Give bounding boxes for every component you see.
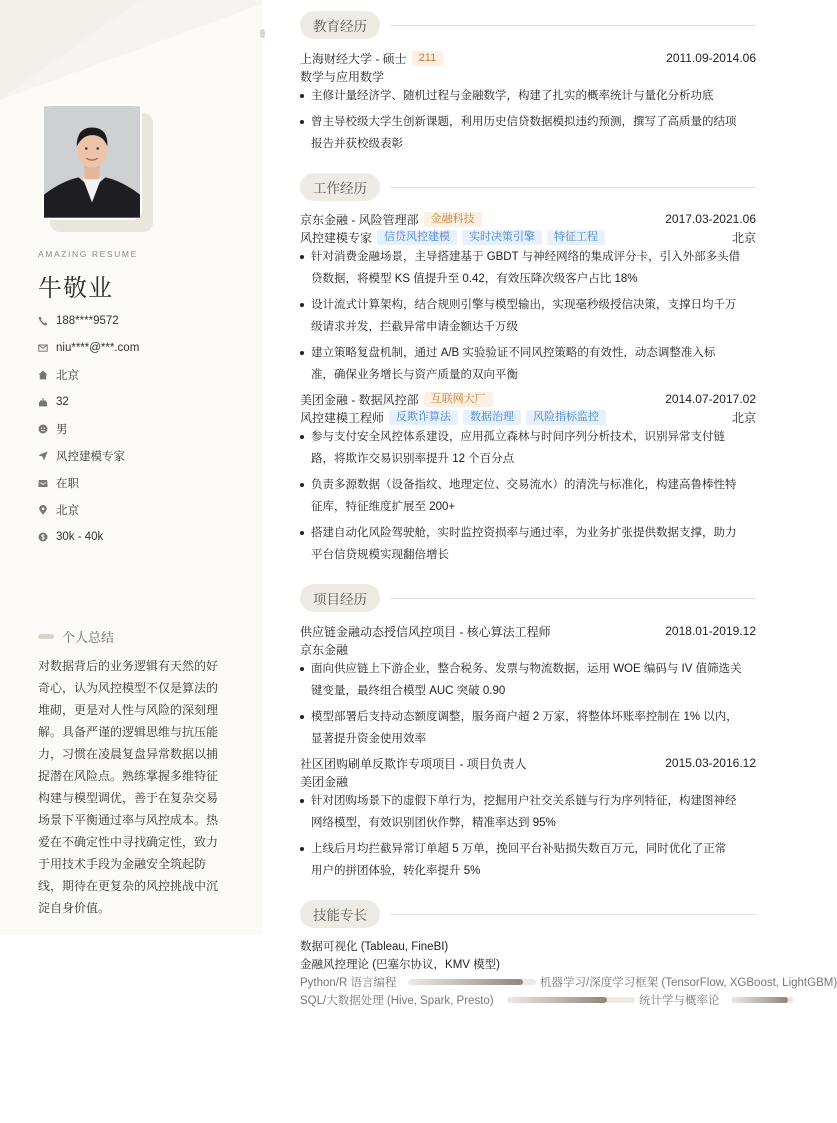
job-company-tag: 互联网大厂 (424, 392, 493, 407)
inbox-icon (38, 478, 48, 488)
salary-icon (38, 532, 48, 542)
bullet-line: 准，确保业务增长与资产质量的双向平衡 (311, 369, 518, 381)
project-org-row (300, 773, 756, 789)
education-school: 上海财经大学 - 硕士 (300, 51, 407, 66)
job-date: 2017.03-2021.06 (665, 212, 756, 226)
job-bullet (300, 246, 756, 290)
contact-phone-text: 188****9572 (56, 315, 119, 327)
job-role-tag: 实时决策引擎 (462, 230, 542, 245)
summary-heading-bar (38, 634, 54, 639)
bullet-line: 路，将欺诈交易识别率提升 12 个百分点 (311, 453, 515, 465)
skill-level-fill (408, 979, 523, 985)
contact-age-text: 32 (56, 396, 69, 408)
project-bullet (300, 838, 756, 882)
bullet-line: 平台信贷规模实现翻倍增长 (311, 549, 449, 561)
summary-line: 淀自身价值。 (38, 901, 111, 915)
job-role: 风控建模专家 (300, 230, 373, 245)
contact-target-role-text: 风控建模专家 (56, 451, 125, 463)
section-divider (390, 187, 756, 188)
bullet-line: 键变量，最终组合模型 AUC 突破 0.90 (311, 685, 506, 697)
job-role-tag: 反欺诈算法 (389, 410, 458, 425)
contact-status (38, 475, 79, 491)
summary-line: 奇心，认为风控模型不仅是算法的 (38, 681, 219, 695)
skill-level-fill (731, 997, 788, 1003)
skill-name: SQL/大数据处理 (Hive, Spark, Presto) (300, 995, 494, 1007)
project-bullet (300, 658, 756, 702)
sidebar-edge-marker (260, 29, 265, 38)
bullet-line: 显著提升资金使用效率 (311, 733, 426, 745)
bullet-line: 参与支付安全风控体系建设，应用孤立森林与时间序列分析技术，识别异常支付链 (311, 431, 725, 443)
phone-icon (38, 316, 48, 326)
contact-home (38, 367, 79, 383)
bullet-line: 针对消费金融场景，主导搭建基于 GBDT 与神经网络的集成评分卡，引入外部多头借 (311, 251, 741, 263)
job-header (300, 391, 756, 407)
summary-line: 场景下平衡通过率与风控成本。热 (38, 813, 219, 827)
job-role: 风控建模工程师 (300, 410, 385, 425)
project-date: 2015.03-2016.12 (665, 756, 756, 770)
job-role-tag: 特征工程 (547, 230, 605, 245)
summary-line: 爱在不确定性中寻找确定性，致力 (38, 835, 219, 849)
bullet-line: 主修计量经济学、随机过程与金融数学，构建了扎实的概率统计与量化分析功底 (311, 90, 714, 102)
skill-level-fill (507, 997, 607, 1003)
contact-target-role (38, 448, 125, 464)
corner-decoration (0, 0, 262, 110)
bullet-line: 网络模型，有效识别团伙作弊，精准率达到 95% (311, 817, 556, 829)
section-education (300, 11, 756, 39)
section-projects-title: 项目经历 (300, 584, 380, 612)
skill-name: 机器学习/深度学习框架 (TensorFlow, XGBoost, LightGBM) (540, 977, 837, 989)
project-name: 供应链金融动态授信风控项目 - 核心算法工程师 (300, 624, 551, 639)
education-major-row (300, 68, 756, 84)
skill-level-bar (507, 997, 635, 1003)
section-skills (300, 900, 756, 928)
bullet-line: 搭建自动化风险驾驶舱，实时监控资损率与通过率，为业务扩张提供数据支撑，助力 (311, 527, 737, 539)
cake-icon (38, 397, 48, 407)
summary-line: 线，期待在更复杂的风控挑战中沉 (38, 879, 219, 893)
bullet-line: 征库，特征维度扩展至 200+ (311, 501, 456, 513)
job-bullet (300, 294, 756, 338)
skill-plain: 金融风控理论 (巴塞尔协议，KMV 模型) (300, 959, 500, 971)
contact-location (38, 502, 79, 518)
bullet-line: 面向供应链上下游企业，整合税务、发票与物流数据，运用 WOE 编码与 IV 值筛选关 (311, 663, 742, 675)
project-header (300, 623, 756, 639)
bullet-line: 上线后月均拦截异常订单超 5 万单，挽回平台补贴损失数百万元，同时优化了正常 (311, 843, 727, 855)
bullet-line: 建立策略复盘机制，通过 A/B 实验验证不同风控策略的有效性，动态调整准入标 (311, 347, 716, 359)
skill-plain: 数据可视化 (Tableau, FineBI) (300, 941, 449, 953)
job-city: 北京 (731, 230, 756, 245)
project-org-row (300, 641, 756, 657)
section-skills-title: 技能专长 (300, 900, 380, 928)
job-city: 北京 (731, 410, 756, 425)
job-bullet (300, 426, 756, 470)
section-divider (390, 598, 756, 599)
sidebar (0, 0, 262, 935)
contact-status-text: 在职 (56, 478, 79, 490)
education-bullet (300, 85, 756, 107)
skill-name: 统计学与概率论 (639, 995, 720, 1007)
summary-line: 构建与模型调优，善于在复杂交易 (38, 791, 219, 805)
job-company: 京东金融 - 风险管理部 (300, 212, 419, 227)
job-role-row (300, 409, 756, 425)
project-bullet (300, 706, 756, 750)
job-role-tag: 数据治理 (463, 410, 521, 425)
job-company-tag: 金融科技 (424, 212, 482, 227)
contact-email (38, 340, 139, 356)
section-divider (390, 25, 756, 26)
section-divider (390, 914, 756, 915)
bullet-line: 曾主导校级大学生创新课题，利用历史信贷数据模拟违约预测，撰写了高质量的结项 (311, 116, 737, 128)
education-header (300, 50, 756, 66)
job-role-row (300, 229, 756, 245)
bullet-line: 贷数据，将模型 KS 值提升至 0.42，有效压降次级客户占比 18% (311, 273, 638, 285)
brand-label: AMAZING RESUME (38, 249, 138, 259)
contact-gender-text: 男 (56, 424, 68, 436)
bullet-line: 级请求并发，拦截异常申请金额达千万级 (311, 321, 518, 333)
skill-level-bar (731, 997, 794, 1003)
summary-line: 力，习惯在凌晨复盘异常数据以捕 (38, 747, 219, 761)
project-date: 2018.01-2019.12 (665, 624, 756, 638)
contact-email-text: niu****@***.com (56, 342, 140, 354)
contact-salary (38, 529, 103, 545)
gender-icon (38, 424, 48, 434)
education-date: 2011.09-2014.06 (666, 51, 756, 65)
summary-heading (38, 627, 114, 646)
summary-line: 于用技术手段为金融安全筑起防 (38, 857, 207, 871)
project-header (300, 755, 756, 771)
candidate-name: 牛敬业 (38, 275, 113, 302)
contact-age (38, 394, 69, 410)
section-work (300, 173, 756, 201)
home-icon (38, 370, 48, 380)
job-header (300, 211, 756, 227)
skill-name: Python/R 语言编程 (300, 977, 397, 989)
education-tag: 211 (412, 51, 444, 66)
contact-home-text: 北京 (56, 370, 79, 382)
bullet-line: 模型部署后支持动态额度调整，服务商户超 2 万家，将整体坏账率控制在 1% 以内， (311, 711, 738, 723)
project-org: 京东金融 (300, 642, 349, 657)
contact-gender (38, 421, 68, 437)
summary-line: 捉潜在风险点。熟练掌握多维特征 (38, 769, 219, 783)
job-bullet (300, 474, 756, 518)
send-icon (38, 451, 48, 461)
section-work-title: 工作经历 (300, 173, 380, 201)
section-education-title: 教育经历 (300, 11, 380, 39)
contact-phone (38, 313, 119, 329)
contact-salary-text: 30k - 40k (56, 531, 104, 543)
summary-line: 解。具备严谨的逻辑思维与抗压能 (38, 725, 219, 739)
contact-location-text: 北京 (56, 505, 79, 517)
job-company: 美团金融 - 数据风控部 (300, 392, 419, 407)
education-major: 数学与应用数学 (300, 69, 385, 84)
summary-line: 对数据背后的业务逻辑有天然的好 (38, 659, 219, 673)
skill-level-bar (408, 979, 536, 985)
project-org: 美团金融 (300, 774, 349, 789)
summary-title: 个人总结 (62, 630, 115, 645)
bullet-line: 设计流式计算架构，结合规则引擎与模型输出，实现毫秒级授信决策，支撑日均千万 (311, 299, 737, 311)
project-name: 社区团购刷单反欺诈专项项目 - 项目负责人 (300, 756, 527, 771)
job-bullet (300, 342, 756, 386)
job-role-tag: 风险指标监控 (526, 410, 606, 425)
bullet-line: 用户的拼团体验，转化率提升 5% (311, 865, 481, 877)
summary-text (38, 655, 222, 919)
bullet-line: 针对团购场景下的虚假下单行为，挖掘用户社交关系链与行为序列特征，构建图神经 (311, 795, 737, 807)
bullet-line: 报告并获校级表彰 (311, 138, 403, 150)
location-icon (38, 505, 48, 515)
avatar (42, 104, 142, 220)
bullet-line: 负责多源数据（设备指纹、地理定位、交易流水）的清洗与标准化，构建高鲁棒性特 (311, 479, 737, 491)
job-role-tag: 信贷风控建模 (377, 230, 457, 245)
job-bullet (300, 522, 756, 566)
email-icon (38, 343, 48, 353)
job-date: 2014.07-2017.02 (665, 392, 756, 406)
project-bullet (300, 790, 756, 834)
summary-line: 堆砌，更是对人性与风险的深刻理 (38, 703, 219, 717)
section-projects (300, 584, 756, 612)
education-bullet (300, 111, 756, 155)
